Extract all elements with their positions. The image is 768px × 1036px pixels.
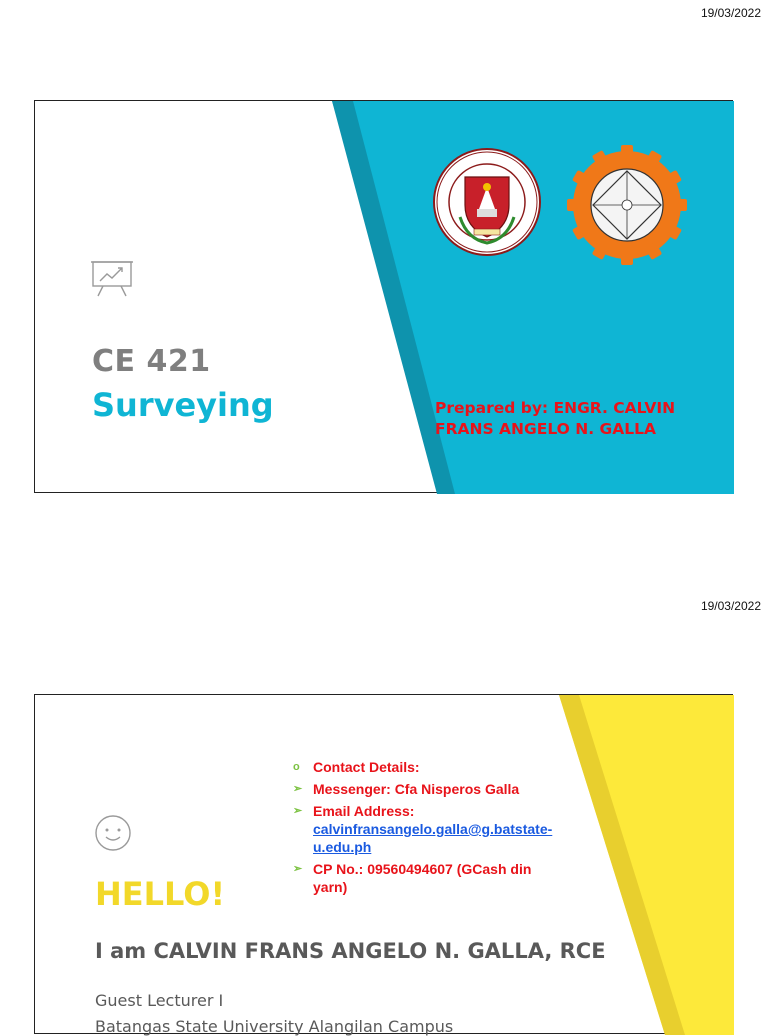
prepared-by-name: FRANS ANGELO N. GALLA xyxy=(435,420,656,438)
greeting-heading: HELLO! xyxy=(95,875,226,913)
university-seal-logo xyxy=(432,147,542,257)
page-date: 19/03/2022 xyxy=(700,599,761,613)
speaker-intro: I am CALVIN FRANS ANGELO N. GALLA, RCE xyxy=(95,939,606,963)
contact-title: Contact Details: xyxy=(313,759,420,775)
phone-text: CP No.: 09560494607 (GCash din xyxy=(313,861,532,877)
course-code: CE 421 xyxy=(92,344,211,379)
arrow-bullet-icon: ➢ xyxy=(293,863,303,875)
arrow-bullet-icon: ➢ xyxy=(293,783,303,795)
email-link[interactable]: calvinfransangelo.galla@g.batstate- xyxy=(313,821,553,837)
smiley-icon xyxy=(94,814,132,852)
speaker-role: Guest Lecturer I xyxy=(95,991,224,1010)
speaker-affiliation: Batangas State University Alangilan Campus xyxy=(95,1017,454,1036)
list-item xyxy=(293,802,593,856)
circle-bullet-icon: o xyxy=(293,761,300,773)
page-date: 19/03/2022 xyxy=(700,6,761,20)
course-title: Surveying xyxy=(92,386,274,424)
messenger-text: Messenger: Cfa Nisperos Galla xyxy=(313,781,520,797)
arrow-bullet-icon: ➢ xyxy=(293,805,303,817)
list-item xyxy=(293,780,593,798)
presentation-chart-icon xyxy=(91,259,133,297)
phone-text-continued: yarn) xyxy=(313,879,348,895)
contact-details-list xyxy=(293,758,593,900)
title-slide xyxy=(34,100,733,493)
list-item xyxy=(293,860,593,896)
email-label: Email Address: xyxy=(313,803,415,819)
list-item xyxy=(293,758,593,776)
email-link-continued[interactable]: u.edu.ph xyxy=(313,839,372,855)
engineering-gear-seal-logo xyxy=(566,144,688,266)
prepared-by-line: Prepared by: ENGR. CALVIN xyxy=(435,399,676,417)
introduction-slide xyxy=(34,694,733,1034)
prepared-by-text xyxy=(435,398,715,440)
